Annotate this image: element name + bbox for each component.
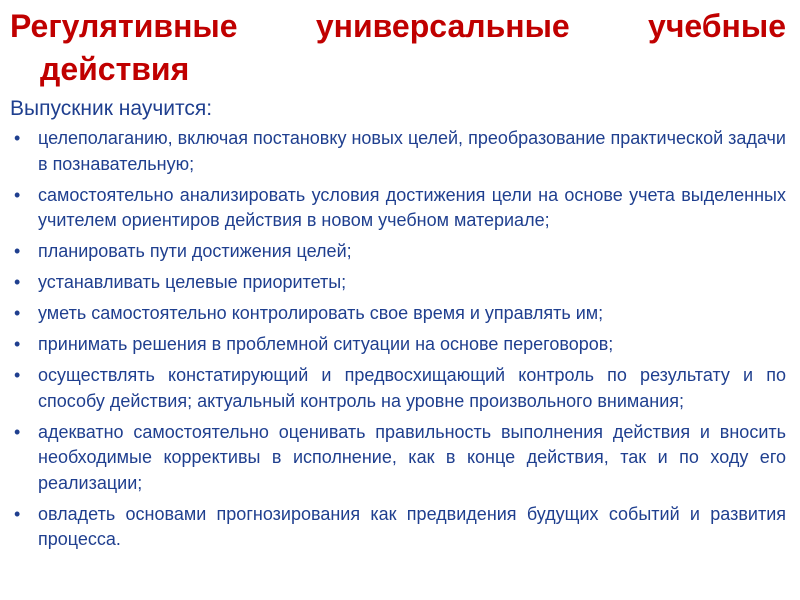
bullet-icon: • (14, 128, 21, 148)
bullet-icon: • (14, 365, 21, 385)
list-item (10, 183, 786, 234)
list-item (10, 420, 786, 497)
subtitle: Выпускник научится: (10, 97, 213, 120)
list-item-text: овладеть основами прогнозирования как предвидения будущих событий и развития процесса. (38, 503, 786, 549)
bullet-icon: • (14, 334, 21, 354)
list-item (10, 239, 786, 265)
list-item-text: адекватно самостоятельно оценивать правильность выполнения действия и вносить необходимые коррективы в исполнение, как в конце действия, так и по ходу его реализации; (38, 421, 786, 493)
list-item (10, 332, 786, 358)
list-item (10, 270, 786, 296)
bullet-icon: • (14, 421, 21, 442)
list-item-text: принимать решения в проблемной ситуации на основе переговоров; (38, 334, 614, 354)
list-item (10, 363, 786, 414)
skills-list (10, 126, 786, 553)
list-item (10, 301, 786, 327)
list-item-text: устанавливать целевые приоритеты; (38, 272, 347, 292)
bullet-icon: • (14, 303, 21, 323)
list-item-text: осуществлять констатирующий и предвосхищающий контроль по результату и по способу действия; актуальный контроль на уровне произвольного внимания; (38, 365, 786, 411)
bullet-icon: • (14, 184, 21, 205)
list-item-text: планировать пути достижения целей; (38, 241, 352, 261)
bullet-icon: • (14, 503, 21, 524)
list-item-text: целеполаганию, включая постановку новых целей, преобразование практической задачи в познавательную; (38, 128, 786, 174)
slide-title-continuation: действия (40, 51, 190, 87)
slide-title: Регулятивные универсальные учебные (10, 8, 786, 44)
list-item-text: уметь самостоятельно контролировать свое время и управлять им; (38, 303, 604, 323)
list-item (10, 502, 786, 553)
bullet-icon: • (14, 241, 21, 261)
list-item-text: самостоятельно анализировать условия достижения цели на основе учета выделенных учителем ориентиров действия в новом учебном материале; (38, 184, 786, 230)
bullet-icon: • (14, 272, 21, 292)
list-item (10, 126, 786, 177)
